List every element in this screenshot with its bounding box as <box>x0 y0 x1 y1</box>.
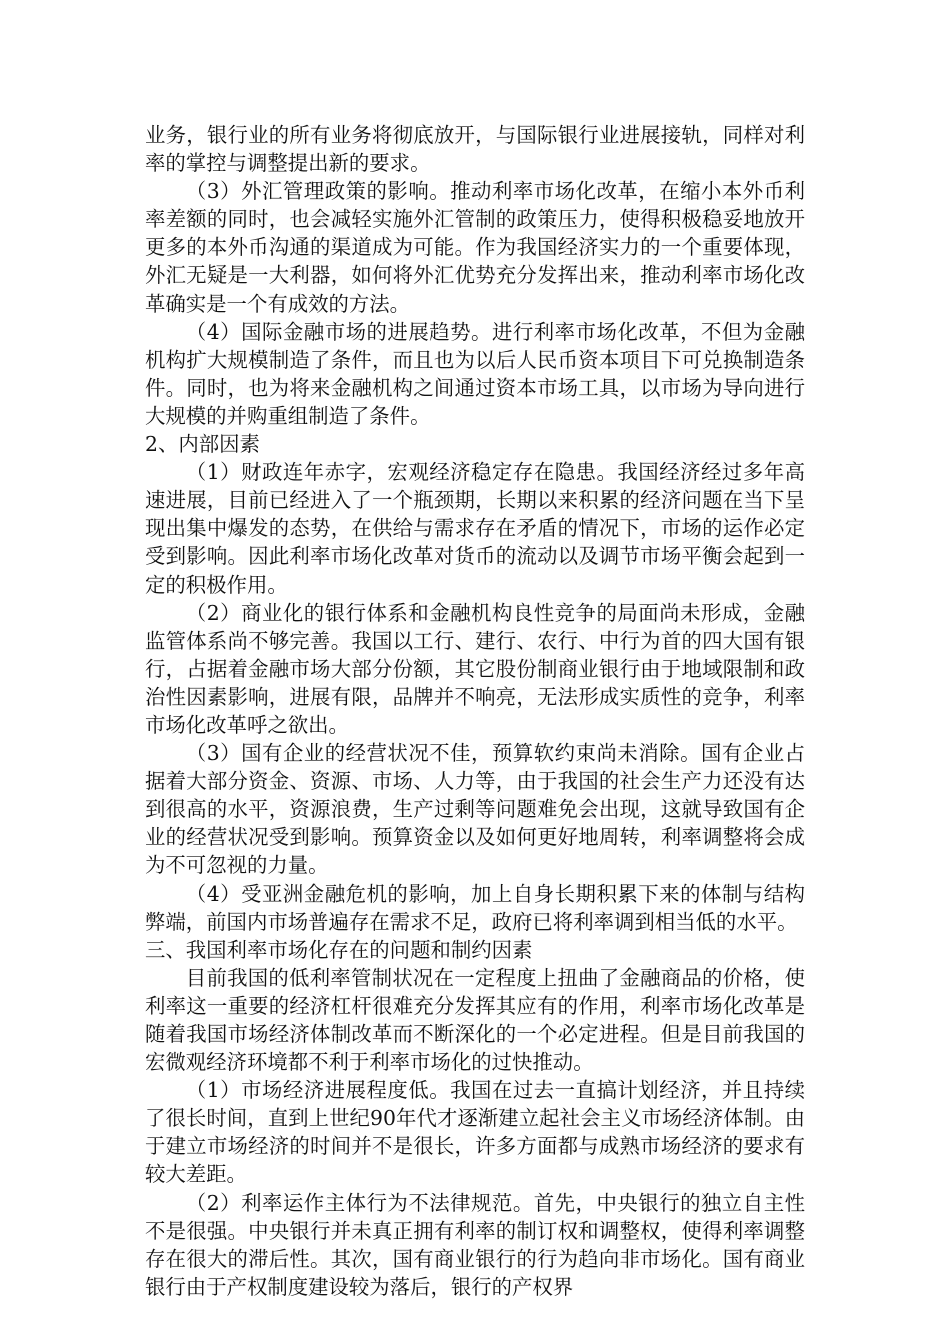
paragraph-market-economy-level: （1）市场经济进展程度低。我国在过去一直搞计划经济，并且持续了很长时间，直到上世纪90年代才逐渐建立起社会主义市场经济体制。由于建立市场经济的时间并不是很长，许多方面都与成熟市场经济的要求有较大差距。 <box>145 1078 805 1187</box>
section-heading-problems-and-constraints: 三、我国利率市场化存在的问题和制约因素 <box>145 937 533 962</box>
paragraph-international-market-trend: （4）国际金融市场的进展趋势。进行利率市场化改革，不但为金融机构扩大规模制造了条件，而且也为以后人民币资本项目下可兑换制造条件。同时，也为将来金融机构之间通过资本市场工具，以市场为导向进行大规模的并购重组制造了条件。 <box>145 319 805 428</box>
document-body <box>145 121 805 1301</box>
paragraph-fiscal-deficit: （1）财政连年赤字，宏观经济稳定存在隐患。我国经济经过多年高速进展，目前已经进入了一个瓶颈期，长期以来积累的经济问题在当下呈现出集中爆发的态势，在供给与需求存在矛盾的情况下，市场的运作必定受到影响。因此利率市场化改革对货币的流动以及调节市场平衡会起到一定的积极作用。 <box>145 460 805 597</box>
paragraph-asian-financial-crisis: （4）受亚洲金融危机的影响，加上自身长期积累下来的体制与结构弊端，前国内市场普遍存在需求不足，政府已将利率调到相当低的水平。 <box>145 881 805 934</box>
paragraph-banking-business-continuation: 业务，银行业的所有业务将彻底放开，与国际银行业进展接轨，同样对利率的掌控与调整提出新的要求。 <box>145 123 805 176</box>
paragraph-banking-competition: （2）商业化的银行体系和金融机构良性竞争的局面尚未形成，金融监管体系尚不够完善。我国以工行、建行、农行、中行为首的四大国有银行，占据着金融市场大部分份额，其它股份制商业银行由于地域限制和政治性因素影响，进展有限，品牌并不响亮，无法形成实质性的竞争，利率市场化改革呼之欲出。 <box>145 600 805 737</box>
paragraph-low-interest-regulation: 目前我国的低利率管制状况在一定程度上扭曲了金融商品的价格，使利率这一重要的经济杠杆很难充分发挥其应有的作用，利率市场化改革是随着我国市场经济体制改革而不断深化的一个必定进程。但是目前我国的宏微观经济环境都不利于利率市场化的过快推动。 <box>145 965 805 1075</box>
paragraph-foreign-exchange-policy: （3）外汇管理政策的影响。推动利率市场化改革，在缩小本外币利率差额的同时，也会减轻实施外汇管制的政策压力，使得积极稳妥地放开更多的本外币沟通的渠道成为可能。作为我国经济实力的一个重要体现，外汇无疑是一大利器，如何将外汇优势充分发挥出来，推动利率市场化改革确实是一个有成效的方法。 <box>145 179 805 316</box>
section-heading-internal-factors: 2、内部因素 <box>145 432 260 457</box>
paragraph-state-enterprises: （3）国有企业的经营状况不佳，预算软约束尚未消除。国有企业占据着大部分资金、资源、市场、人力等，由于我国的社会生产力还没有达到很高的水平，资源浪费，生产过剩等问题难免会出现，这就导致国有企业的经营状况受到影响。预算资金以及如何更好地周转，利率调整将会成为不可忽视的力量。 <box>145 741 805 878</box>
paragraph-interest-rate-actors: （2）利率运作主体行为不法律规范。首先，中央银行的独立自主性不是很强。中央银行并未真正拥有利率的制订权和调整权，使得利率调整存在很大的滞后性。其次，国有商业银行的行为趋向非市场化。国有商业银行由于产权制度建设较为落后，银行的产权界 <box>145 1190 805 1299</box>
